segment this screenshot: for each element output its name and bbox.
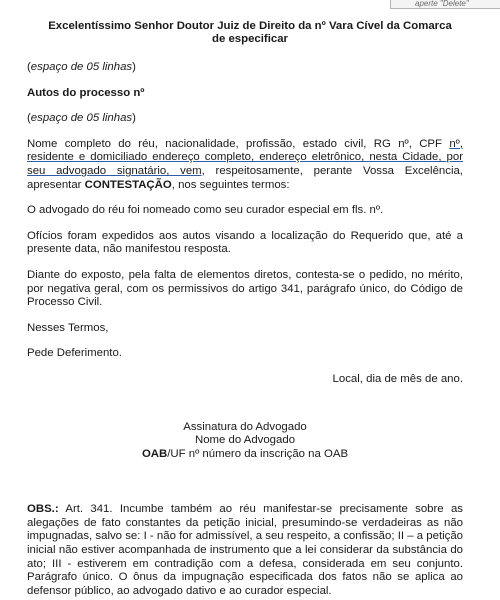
space-note-2-text: espaço de 05 linhas xyxy=(30,112,133,125)
oab-line xyxy=(27,448,463,462)
qualification-part-1: Nome completo do réu, nacionalidade, profissão, estado civil, RG nº, CPF xyxy=(27,137,450,150)
space-note-2-open: ( xyxy=(27,112,31,125)
oficios-paragraph: Ofícios foram expedidos aos autos visando a localização do Requerido que, até a presente data, não manifestou resposta. xyxy=(27,229,463,256)
qualification-part-2: , respeitosamente, perante Vossa Excelência, apresentar xyxy=(27,164,463,191)
heading-line-1: Excelentíssimo Senhor Doutor Juiz de Direito da nº Vara Cível da Comarca xyxy=(48,20,452,32)
obs-note xyxy=(27,503,463,598)
signature-block xyxy=(27,421,463,462)
space-note-1 xyxy=(27,61,463,75)
delete-hint-text: aperte "Delete" xyxy=(415,0,469,8)
contestacao-keyword: CONTESTAÇÃO xyxy=(84,178,172,191)
curator-paragraph: O advogado do réu foi nomeado como seu curador especial em fls. nº. xyxy=(27,204,384,217)
space-note-1-close: ) xyxy=(132,61,136,73)
oab-label: OAB xyxy=(141,447,168,460)
qualification-underlined: nº, residente e domiciliado endereço completo, endereço eletrônico, nesta Cidade, por seu advogado signatário, vem xyxy=(27,137,463,177)
place-date: Local, dia de mês de ano. xyxy=(332,372,463,385)
oab-rest: /UF nº número da inscrição na OAB xyxy=(167,447,349,460)
contest-paragraph: Diante do exposto, pela falta de elementos diretos, contesta-se o pedido, no mérito, por negativa geral, com os permissivos do artigo 341, parágrafo único, do Código de Processo Civil. xyxy=(27,268,463,309)
case-number-line: Autos do processo nº xyxy=(27,86,145,99)
closing-terms: Nesses Termos, xyxy=(27,321,109,334)
delete-hint-tab[interactable] xyxy=(390,0,500,9)
qualification-part-3: , nos seguintes termos: xyxy=(171,178,290,191)
space-note-2-close: ) xyxy=(132,112,136,125)
closing-request: Pede Deferimento. xyxy=(27,347,122,360)
space-note-2 xyxy=(27,112,463,126)
space-note-1-open: ( xyxy=(27,61,31,73)
qualification-paragraph xyxy=(27,138,463,192)
space-note-1-text: espaço de 05 linhas xyxy=(30,61,133,73)
obs-label: OBS.: xyxy=(27,503,59,516)
signature-line: Assinatura do Advogado xyxy=(183,420,307,433)
obs-text: Art. 341. Incumbe também ao réu manifestar-se precisamente sobre as alegações de fato constantes da petição inicial, presumindo-se verdadeiras as não impugnadas, salvo se: I - não for admissível, a seu respeito, a confissão; II – a petição inicial não estiver acompanhada de instrumento que a lei considerar da substância do ato; III - estiverem em contradição com a defesa, considerada em seu conjunto. Parágrafo único. O ônus da impugnação especificada dos fatos não se aplica ao defensor público, ao advogado dativo e ao curador especial. xyxy=(27,503,463,597)
heading-line-2: de especificar xyxy=(212,33,288,45)
document-heading xyxy=(37,20,463,46)
lawyer-name: Nome do Advogado xyxy=(194,434,296,447)
